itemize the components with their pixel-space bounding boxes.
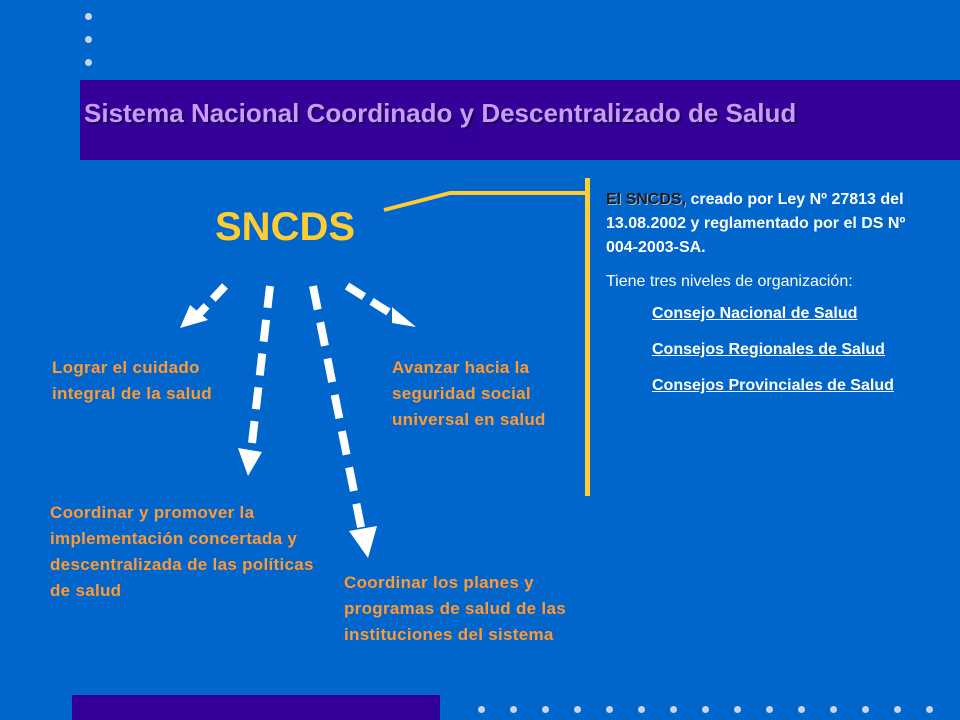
info-abbreviation: El SNCDS, xyxy=(606,191,687,208)
arrow-left xyxy=(180,286,225,328)
info-description xyxy=(606,188,936,260)
levels-list xyxy=(606,302,936,398)
levels-intro: Tiene tres niveles de organización: xyxy=(606,273,853,290)
bottom-band xyxy=(72,695,440,720)
connector-line xyxy=(384,193,588,210)
decorative-dot xyxy=(606,706,613,713)
sncds-label: SNCDS xyxy=(215,205,356,249)
goal-coordinate-plans: Coordinar los planes y programas de salud de las instituciones del sistema xyxy=(344,573,566,644)
link-consejos-provinciales[interactable]: Consejos Provinciales de Salud xyxy=(652,377,894,394)
level-item xyxy=(652,302,936,326)
goal-social-security: Avanzar hacia la seguridad social universal en salud xyxy=(392,358,546,429)
decorative-dot xyxy=(510,706,517,713)
decorative-dot xyxy=(478,706,485,713)
info-description-text: creado por Ley Nº 27813 del 13.08.2002 y reglamentado por el DS Nº 004-2003-SA. xyxy=(606,191,906,256)
decorative-dot xyxy=(830,706,837,713)
decorative-dot xyxy=(574,706,581,713)
decorative-dot xyxy=(638,706,645,713)
arrow-right xyxy=(347,286,416,327)
goal-integral-care: Lograr el cuidado integral de la salud xyxy=(52,358,212,403)
link-consejos-regionales[interactable]: Consejos Regionales de Salud xyxy=(652,341,885,358)
decorative-dot xyxy=(670,706,677,713)
link-consejo-nacional[interactable]: Consejo Nacional de Salud xyxy=(652,305,858,322)
arrow-right-down xyxy=(313,286,377,558)
decorative-dot xyxy=(734,706,741,713)
decorative-dot xyxy=(542,706,549,713)
decorative-dot xyxy=(702,706,709,713)
info-panel xyxy=(606,188,936,410)
level-item xyxy=(652,374,936,398)
decorative-dot xyxy=(862,706,869,713)
decorative-dot xyxy=(926,706,933,713)
decorative-dot xyxy=(766,706,773,713)
decorative-dot xyxy=(798,706,805,713)
slide-title: Sistema Nacional Coordinado y Descentralizado de Salud xyxy=(84,98,797,128)
goal-coordinate-policies: Coordinar y promover la implementación concertada y descentralizada de las políticas de salud xyxy=(50,503,314,600)
level-item xyxy=(652,338,936,362)
divider-line xyxy=(585,178,590,496)
decorative-dot xyxy=(894,706,901,713)
